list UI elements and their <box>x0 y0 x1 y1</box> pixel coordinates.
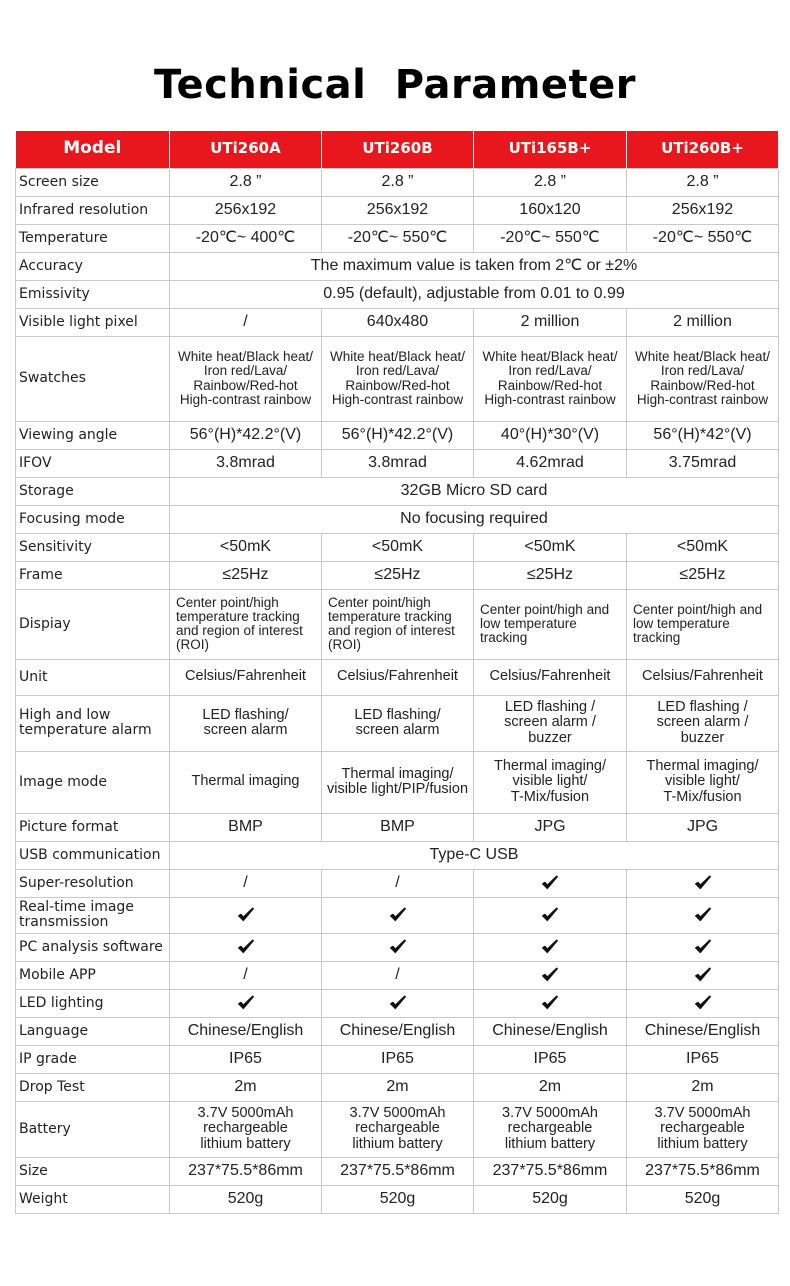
row-value: 256x192 <box>170 196 322 224</box>
row-value: IP65 <box>474 1045 627 1073</box>
row-value: Chinese/English <box>322 1017 474 1045</box>
row-label: LED lighting <box>16 989 170 1017</box>
table-row <box>16 1157 779 1185</box>
row-label: Frame <box>16 561 170 589</box>
table-row <box>16 1101 779 1157</box>
row-label: Unit <box>16 659 170 695</box>
row-value: 256x192 <box>627 196 779 224</box>
row-value: 520g <box>170 1185 322 1213</box>
row-value: 160x120 <box>474 196 627 224</box>
row-value: <50mK <box>170 533 322 561</box>
row-label: Language <box>16 1017 170 1045</box>
row-value: White heat/Black heat/ Iron red/Lava/ Rainbow/Red-hot High-contrast rainbow <box>322 336 474 421</box>
row-value: 2 million <box>474 308 627 336</box>
row-value: Center point/high temperature tracking and region of interest (ROI) <box>170 589 322 659</box>
row-value: Thermal imaging/ visible light/PIP/fusion <box>322 751 474 813</box>
row-value: 520g <box>474 1185 627 1213</box>
row-value: 4.62mrad <box>474 449 627 477</box>
row-value: IP65 <box>322 1045 474 1073</box>
checkmark-icon <box>541 874 559 892</box>
row-value: 2.8 ” <box>322 168 474 196</box>
row-value: Center point/high temperature tracking and region of interest (ROI) <box>322 589 474 659</box>
row-value: -20℃~ 550℃ <box>322 224 474 252</box>
row-value: -20℃~ 550℃ <box>474 224 627 252</box>
row-label: Temperature <box>16 224 170 252</box>
header-uti260b: UTi260B <box>322 131 474 168</box>
row-label: USB communication <box>16 841 170 869</box>
row-value: LED flashing/ screen alarm <box>170 695 322 751</box>
row-value: 3.7V 5000mAh rechargeable lithium battery <box>474 1101 627 1157</box>
row-value-check <box>322 989 474 1017</box>
row-label: Accuracy <box>16 252 170 280</box>
row-value: <50mK <box>474 533 627 561</box>
table-row <box>16 196 779 224</box>
checkmark-icon <box>541 906 559 924</box>
page-title: Technical Parameter <box>153 62 637 108</box>
row-label: Focusing mode <box>16 505 170 533</box>
row-value: JPG <box>474 813 627 841</box>
row-value: 2m <box>322 1073 474 1101</box>
checkmark-icon <box>541 994 559 1012</box>
row-label: Weight <box>16 1185 170 1213</box>
row-label: Visible light pixel <box>16 308 170 336</box>
row-value: / <box>170 869 322 897</box>
row-label: IFOV <box>16 449 170 477</box>
row-value-check <box>170 989 322 1017</box>
checkmark-icon <box>237 994 255 1012</box>
row-value: Center point/high and low temperature tracking <box>474 589 627 659</box>
row-value: Celsius/Fahrenheit <box>322 659 474 695</box>
row-value-check <box>627 897 779 933</box>
row-label: Swatches <box>16 336 170 421</box>
row-value-check <box>474 897 627 933</box>
header-uti165b-plus: UTi165B+ <box>474 131 627 168</box>
spec-table <box>15 131 779 1214</box>
row-value: <50mK <box>627 533 779 561</box>
row-value: 640x480 <box>322 308 474 336</box>
row-label: High and low temperature alarm <box>16 695 170 751</box>
row-value-check <box>627 933 779 961</box>
row-label: Drop Test <box>16 1073 170 1101</box>
table-row <box>16 336 779 421</box>
table-row <box>16 897 779 933</box>
row-value: White heat/Black heat/ Iron red/Lava/ Rainbow/Red-hot High-contrast rainbow <box>627 336 779 421</box>
table-row <box>16 695 779 751</box>
row-value-span: The maximum value is taken from 2℃ or ±2% <box>170 252 779 280</box>
table-row <box>16 813 779 841</box>
row-value: 2.8 ” <box>474 168 627 196</box>
row-value: Thermal imaging/ visible light/ T-Mix/fusion <box>627 751 779 813</box>
row-value: / <box>170 961 322 989</box>
table-row <box>16 751 779 813</box>
checkmark-icon <box>237 938 255 956</box>
row-value-span: 0.95 (default), adjustable from 0.01 to 0.99 <box>170 280 779 308</box>
row-value: Chinese/English <box>474 1017 627 1045</box>
header-uti260b-plus: UTi260B+ <box>627 131 779 168</box>
checkmark-icon <box>541 938 559 956</box>
row-value: / <box>170 308 322 336</box>
row-value: White heat/Black heat/ Iron red/Lava/ Rainbow/Red-hot High-contrast rainbow <box>474 336 627 421</box>
row-value: BMP <box>170 813 322 841</box>
table-row <box>16 308 779 336</box>
table-row <box>16 168 779 196</box>
row-label: Picture format <box>16 813 170 841</box>
header-model: Model <box>16 131 170 168</box>
row-value: 237*75.5*86mm <box>170 1157 322 1185</box>
row-label: Image mode <box>16 751 170 813</box>
row-value: / <box>322 961 474 989</box>
row-label: Infrared resolution <box>16 196 170 224</box>
table-row <box>16 533 779 561</box>
row-value: 3.7V 5000mAh rechargeable lithium battery <box>627 1101 779 1157</box>
row-value: / <box>322 869 474 897</box>
table-row <box>16 869 779 897</box>
row-value-check <box>474 869 627 897</box>
row-value-span: 32GB Micro SD card <box>170 477 779 505</box>
checkmark-icon <box>694 938 712 956</box>
row-value: 40°(H)*30°(V) <box>474 421 627 449</box>
table-row <box>16 561 779 589</box>
table-row <box>16 841 779 869</box>
row-label: Mobile APP <box>16 961 170 989</box>
row-value: Celsius/Fahrenheit <box>627 659 779 695</box>
row-value: 3.8mrad <box>322 449 474 477</box>
row-value-span: Type-C USB <box>170 841 779 869</box>
row-value: White heat/Black heat/ Iron red/Lava/ Rainbow/Red-hot High-contrast rainbow <box>170 336 322 421</box>
row-label: Real-time image transmission <box>16 897 170 933</box>
row-value: 56°(H)*42°(V) <box>627 421 779 449</box>
table-row <box>16 989 779 1017</box>
table-row <box>16 1045 779 1073</box>
row-value: 2m <box>170 1073 322 1101</box>
row-label: IP grade <box>16 1045 170 1073</box>
row-value-check <box>170 933 322 961</box>
row-value: <50mK <box>322 533 474 561</box>
table-row <box>16 1185 779 1213</box>
row-value-check <box>627 961 779 989</box>
table-row <box>16 589 779 659</box>
row-value: Celsius/Fahrenheit <box>170 659 322 695</box>
row-value: 237*75.5*86mm <box>474 1157 627 1185</box>
row-label: Sensitivity <box>16 533 170 561</box>
row-value-check <box>474 961 627 989</box>
row-value: ≤25Hz <box>474 561 627 589</box>
row-value: JPG <box>627 813 779 841</box>
row-value: 2m <box>627 1073 779 1101</box>
header-uti260a: UTi260A <box>170 131 322 168</box>
row-value: ≤25Hz <box>627 561 779 589</box>
table-row <box>16 933 779 961</box>
row-value: ≤25Hz <box>322 561 474 589</box>
checkmark-icon <box>389 994 407 1012</box>
row-value: LED flashing / screen alarm / buzzer <box>627 695 779 751</box>
row-value: 2m <box>474 1073 627 1101</box>
row-value-check <box>170 897 322 933</box>
row-value: Chinese/English <box>627 1017 779 1045</box>
row-value: Celsius/Fahrenheit <box>474 659 627 695</box>
table-row <box>16 1073 779 1101</box>
checkmark-icon <box>389 906 407 924</box>
row-value: 256x192 <box>322 196 474 224</box>
checkmark-icon <box>237 906 255 924</box>
row-label: Super-resolution <box>16 869 170 897</box>
row-value: IP65 <box>627 1045 779 1073</box>
table-row <box>16 252 779 280</box>
row-label: Emissivity <box>16 280 170 308</box>
row-value: 237*75.5*86mm <box>627 1157 779 1185</box>
row-value: LED flashing/ screen alarm <box>322 695 474 751</box>
table-row <box>16 961 779 989</box>
row-value-check <box>627 989 779 1017</box>
checkmark-icon <box>694 906 712 924</box>
row-label: Viewing angle <box>16 421 170 449</box>
row-value: 3.7V 5000mAh rechargeable lithium battery <box>322 1101 474 1157</box>
row-value: 237*75.5*86mm <box>322 1157 474 1185</box>
table-row <box>16 659 779 695</box>
row-value: Thermal imaging <box>170 751 322 813</box>
table-row <box>16 280 779 308</box>
row-value: ≤25Hz <box>170 561 322 589</box>
row-value: 520g <box>627 1185 779 1213</box>
checkmark-icon <box>694 966 712 984</box>
row-value: Thermal imaging/ visible light/ T-Mix/fusion <box>474 751 627 813</box>
row-label: PC analysis software <box>16 933 170 961</box>
row-value: 3.75mrad <box>627 449 779 477</box>
checkmark-icon <box>694 994 712 1012</box>
row-value: LED flashing / screen alarm / buzzer <box>474 695 627 751</box>
table-row <box>16 477 779 505</box>
row-value: BMP <box>322 813 474 841</box>
row-value-check <box>474 989 627 1017</box>
row-label: Screen size <box>16 168 170 196</box>
row-value: 56°(H)*42.2°(V) <box>170 421 322 449</box>
row-label: Battery <box>16 1101 170 1157</box>
row-value: 2.8 ” <box>627 168 779 196</box>
table-row <box>16 449 779 477</box>
row-value: -20℃~ 400℃ <box>170 224 322 252</box>
row-label: Size <box>16 1157 170 1185</box>
row-value: 3.7V 5000mAh rechargeable lithium battery <box>170 1101 322 1157</box>
row-value: 2.8 ” <box>170 168 322 196</box>
checkmark-icon <box>541 966 559 984</box>
table-row <box>16 224 779 252</box>
row-value: 3.8mrad <box>170 449 322 477</box>
row-value: IP65 <box>170 1045 322 1073</box>
row-value: Chinese/English <box>170 1017 322 1045</box>
row-label: Storage <box>16 477 170 505</box>
row-value: 520g <box>322 1185 474 1213</box>
table-row <box>16 1017 779 1045</box>
row-value-check <box>322 933 474 961</box>
row-label: Dispiay <box>16 589 170 659</box>
row-value-check <box>474 933 627 961</box>
table-row <box>16 421 779 449</box>
table-row <box>16 505 779 533</box>
row-value-span: No focusing required <box>170 505 779 533</box>
checkmark-icon <box>389 938 407 956</box>
row-value: 56°(H)*42.2°(V) <box>322 421 474 449</box>
row-value: Center point/high and low temperature tracking <box>627 589 779 659</box>
row-value: -20℃~ 550℃ <box>627 224 779 252</box>
row-value-check <box>322 897 474 933</box>
checkmark-icon <box>694 874 712 892</box>
row-value-check <box>627 869 779 897</box>
row-value: 2 million <box>627 308 779 336</box>
table-header-row <box>16 131 779 168</box>
